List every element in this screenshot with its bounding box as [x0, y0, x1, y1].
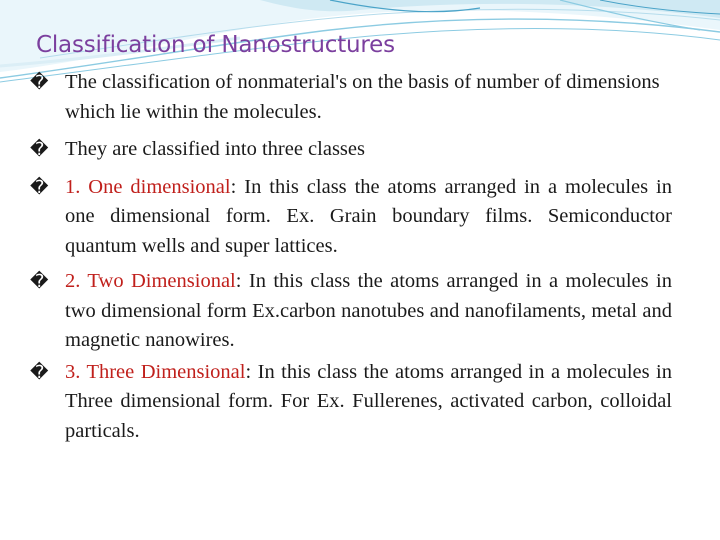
- paragraph-text: The classification of nonmaterial's on the basis of number of dimensions which lie within the molecules.: [65, 71, 660, 123]
- slide-title: Classification of Nanostructures: [36, 32, 395, 58]
- bullet-glyph-icon: �: [30, 139, 49, 160]
- bullet-paragraph-two-dimensional: [30, 267, 672, 356]
- bullet-paragraph-three-dimensional: [30, 358, 672, 447]
- bullet-glyph-icon: �: [30, 176, 49, 198]
- item-number: 1.: [65, 175, 81, 198]
- paragraph-text: They are classified into three classes: [65, 138, 365, 160]
- term-one-dimensional: One dimensional: [80, 175, 231, 198]
- term-two-dimensional: Two Dimensional: [80, 270, 236, 292]
- item-number: 2.: [65, 270, 81, 292]
- slide-content: [30, 66, 672, 446]
- bullet-glyph-icon: �: [30, 271, 49, 292]
- item-number: 3.: [65, 360, 81, 383]
- paragraph-text: : In this class the atoms arranged in a molecules in Three dimensional form. For Ex. Fullerenes, activated carbon, colloidal particals.: [65, 360, 672, 442]
- bullet-paragraph-one-dimensional: [30, 173, 672, 262]
- bullet-glyph-icon: �: [30, 361, 49, 383]
- bullet-glyph-icon: �: [30, 72, 49, 93]
- paragraph-text: : In this class the atoms arranged in a molecules in one dimensional form. Ex. Grain boundary films. Semiconductor quantum wells and super lattices.: [65, 175, 672, 257]
- term-three-dimensional: Three Dimensional: [80, 360, 246, 383]
- bullet-paragraph-1: [30, 68, 672, 127]
- bullet-paragraph-2: [30, 135, 672, 165]
- paragraph-text: : In this class the atoms arranged in a molecules in two dimensional form Ex.carbon nanotubes and nanofilaments, metal and magnetic nanowires.: [65, 270, 672, 351]
